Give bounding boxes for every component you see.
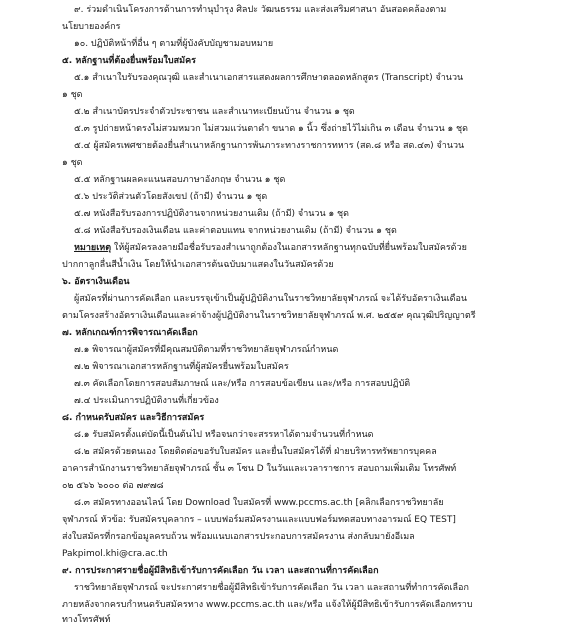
section-7-heading: ๗. หลักเกณฑ์การพิจารณาคัดเลือก	[62, 328, 198, 338]
section-6-heading: ๖. อัตราเงินเดือน	[62, 277, 130, 287]
item-5-7: ๕.๗ หนังสือรับรองการปฏิบัติงานจากหน่วยงานเดิม (ถ้ามี) จำนวน ๑ ชุด	[74, 209, 350, 219]
section-8-heading: ๘. กำหนดรับสมัคร และวิธีการสมัคร	[62, 413, 205, 423]
item-5-3: ๕.๓ รูปถ่ายหน้าตรงไม่สวมหมวก ไม่สวมแว่นตาดำ ขนาด ๑ นิ้ว ซึ่งถ่ายไว้ไม่เกิน ๓ เดือน จำนวน ๑ ชุด	[74, 124, 468, 134]
item-8-3-line2: จุฬาภรณ์ หัวข้อ: รับสมัครบุคลากร – แบบฟอร์มสมัครงานและแบบฟอร์มทดสอบทางอารมณ์ EQ TEST]	[62, 515, 456, 525]
salary-line2: ตามโครงสร้างอัตราเงินเดือนและค่าจ้างผู้ปฏิบัติงานในราชวิทยาลัยจุฬาภรณ์ พ.ศ. ๒๕๕๙ คุณวุฒิปริญญาตรี	[62, 311, 476, 321]
item-7-3: ๗.๓ คัดเลือกโดยการสอบสัมภาษณ์ และ/หรือ การสอบข้อเขียน และ/หรือ การสอบปฏิบัติ	[74, 379, 411, 389]
announce-line1: ราชวิทยาลัยจุฬาภรณ์ จะประกาศรายชื่อผู้มีสิทธิเข้ารับการคัดเลือก วัน เวลา และสถานที่ทำการคัดเลือก	[74, 583, 469, 593]
note-label: หมายเหตุ	[74, 243, 112, 253]
item-8-1: ๘.๑ รับสมัครตั้งแต่บัดนี้เป็นต้นไป หรือจนกว่าจะสรรหาได้ตามจำนวนที่กำหนด	[74, 430, 374, 440]
announce-line2: ภายหลังจากครบกำหนดรับสมัครทาง www.pccms.ac.th และ/หรือ แจ้งให้ผู้มีสิทธิเข้ารับการคัดเลือกทราบ	[62, 600, 473, 610]
note-text: ให้ผู้สมัครลงลายมือชื่อรับรองสำเนาถูกต้องในเอกสารหลักฐานทุกฉบับที่ยื่นพร้อมใบสมัครด้วย	[113, 243, 467, 253]
item-5-4-line1: ๕.๔ ผู้สมัครเพศชายต้องยื่นสำเนาหลักฐานการพ้นภาระทางราชการทหาร (สด.๘ หรือ สด.๔๓) จำนวน	[74, 141, 465, 151]
section-5-heading: ๕. หลักฐานที่ต้องยื่นพร้อมใบสมัคร	[62, 56, 196, 66]
item-10: ๑๐. ปฏิบัติหน้าที่อื่น ๆ ตามที่ผู้บังคับบัญชามอบหมาย	[74, 39, 274, 49]
item-8-2-line2: อาคารสำนักงานราชวิทยาลัยจุฬาภรณ์ ชั้น ๓ โซน D ในวันและเวลาราชการ สอบถามเพิ่มเติม โทรศัพท์	[62, 464, 457, 474]
contact-email-link[interactable]: Pakpimol.khi@cra.ac.th	[62, 549, 168, 559]
item-5-6: ๕.๖ ประวัติส่วนตัวโดยสังเขป (ถ้ามี) จำนวน ๑ ชุด	[74, 192, 268, 202]
salary-line1: ผู้สมัครที่ผ่านการคัดเลือก และบรรจุเข้าเป็นผู้ปฏิบัติงานในราชวิทยาลัยจุฬาภรณ์ จะได้รับอัตราเงินเดือน	[74, 294, 468, 304]
item-8-3-line3: ส่งใบสมัครที่กรอกข้อมูลครบถ้วน พร้อมแนบเอกสารประกอบการสมัครงาน ส่งกลับมายังอีเมล	[62, 532, 415, 542]
item-7-1: ๗.๑ พิจารณาผู้สมัครที่มีคุณสมบัติตามที่ราชวิทยาลัยจุฬาภรณ์กำหนด	[74, 345, 339, 355]
item-9-line2: นโยบายองค์กร	[62, 22, 121, 32]
item-8-2-line3: ๐๒ ๕๖๖ ๖๐๐๐ ต่อ ๗๙๗๘	[62, 481, 164, 491]
announce-line3: ทางโทรศัพท์	[62, 615, 111, 625]
note-line	[74, 242, 467, 254]
item-9-line1: ๙. ร่วมดำเนินโครงการด้านการทำนุบำรุง ศิลปะ วัฒนธรรม และส่งเสริมศาสนา อันสอดคล้องตาม	[74, 5, 447, 15]
item-7-2: ๗.๒ พิจารณาเอกสารหลักฐานที่ผู้สมัครยื่นพร้อมใบสมัคร	[74, 362, 289, 372]
item-5-4-line2: ๑ ชุด	[62, 158, 83, 168]
item-5-1-line2: ๑ ชุด	[62, 90, 83, 100]
item-5-8: ๕.๘ หนังสือรับรองเงินเดือน และค่าตอบแทน จากหน่วยงานเดิม (ถ้ามี) จำนวน ๑ ชุด	[74, 226, 397, 236]
item-5-1-line1: ๕.๑ สำเนาใบรับรองคุณวุฒิ และสำเนาเอกสารแสดงผลการศึกษาตลอดหลักสูตร (Transcript) จำนวน	[74, 73, 464, 83]
item-5-2: ๕.๒ สำเนาบัตรประจำตัวประชาชน และสำเนาทะเบียนบ้าน จำนวน ๑ ชุด	[74, 107, 355, 117]
section-9-heading: ๙. การประกาศรายชื่อผู้มีสิทธิเข้ารับการคัดเลือก วัน เวลา และสถานที่การคัดเลือก	[62, 566, 379, 576]
item-8-2-line1: ๘.๒ สมัครด้วยตนเอง โดยติดต่อขอรับใบสมัคร และยื่นใบสมัครได้ที่ ฝ่ายบริหารทรัพยากรบุคคล	[74, 447, 437, 457]
item-5-5: ๕.๕ หลักฐานผลคะแนนสอบภาษาอังกฤษ จำนวน ๑ ชุด	[74, 175, 286, 185]
item-7-4: ๗.๔ ประเมินการปฏิบัติงานที่เกี่ยวข้อง	[74, 396, 219, 406]
note-line2: ปากกาลูกลื่นสีน้ำเงิน โดยให้นำเอกสารต้นฉบับมาแสดงในวันสมัครด้วย	[62, 260, 334, 270]
item-8-3-line1: ๘.๓ สมัครทางออนไลน์ โดย Download ใบสมัครที่ www.pccms.ac.th [คลิกเลือกราชวิทยาลัย	[74, 498, 444, 508]
